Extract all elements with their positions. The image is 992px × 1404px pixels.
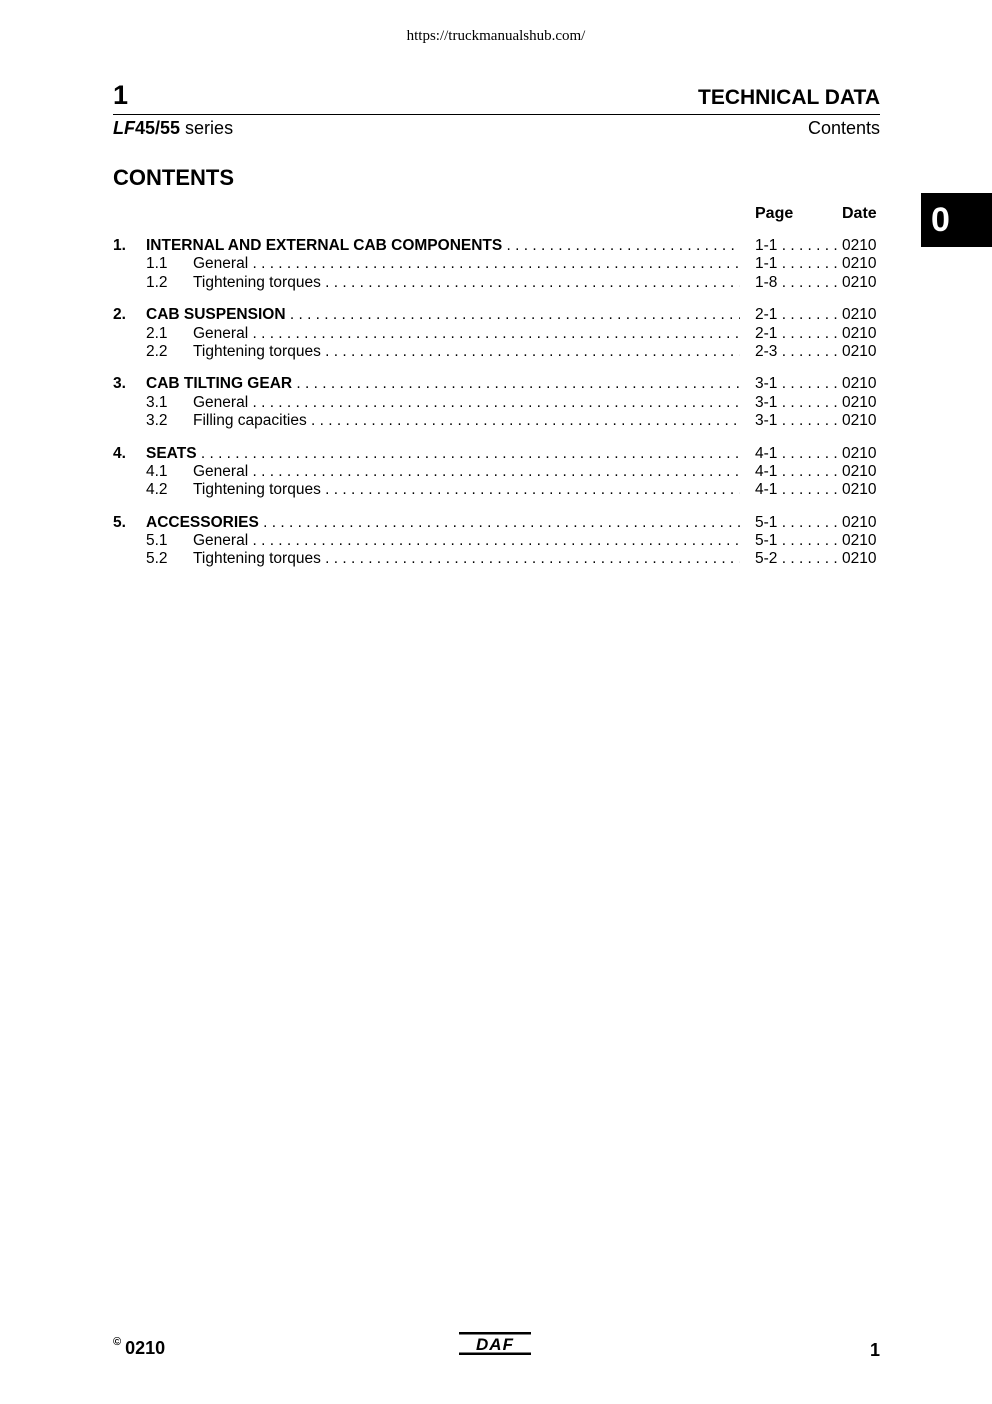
toc-entry-number: 4.2: [146, 481, 168, 499]
model-numbers: 45/55: [135, 118, 181, 138]
toc-entry-number: 1.1: [146, 255, 168, 273]
model-suffix: series: [180, 118, 234, 138]
toc-entry-page: 1-8 . . .: [755, 274, 842, 292]
toc-entry-page: 2-1 . . .: [755, 306, 842, 324]
footer-copyright: [113, 1338, 165, 1359]
toc-subsection-row[interactable]: [113, 325, 880, 343]
toc-entry-date: 0210: [842, 532, 877, 550]
toc-entry-date: 0210: [842, 412, 877, 430]
toc-entry-number: 3.2: [146, 412, 168, 430]
toc-subsection-row[interactable]: [113, 394, 880, 412]
toc-entry-page: 1-1 . . .: [755, 237, 842, 255]
toc-subsection-row[interactable]: [113, 463, 880, 481]
toc-entry-title: CAB SUSPENSION . . .: [146, 306, 740, 324]
svg-text:DAF: DAF: [476, 1335, 514, 1354]
toc-subsection-row[interactable]: [113, 550, 880, 568]
toc-chapter-row[interactable]: [113, 514, 880, 532]
toc-entry-number: 2.: [113, 306, 126, 324]
page-title: TECHNICAL DATA: [698, 86, 880, 109]
toc-entry-date: 0210: [842, 375, 877, 393]
section-name: Contents: [807, 118, 880, 138]
source-url: https://truckmanualshub.com/: [406, 28, 586, 44]
toc-entry-page: 2-1 . . .: [755, 325, 842, 343]
toc-subsection-row[interactable]: [113, 481, 880, 499]
toc-entry-title: General . . .: [193, 532, 740, 550]
copyright-symbol: ©: [113, 1336, 122, 1348]
toc-entry-page: 2-3 . . .: [755, 343, 842, 361]
toc-chapter-row[interactable]: [113, 375, 880, 393]
toc-subsection-row[interactable]: [113, 343, 880, 361]
toc-subsection-row[interactable]: [113, 274, 880, 292]
toc-entry-page: 4-1 . . .: [755, 463, 842, 481]
footer-code: 0210: [125, 1338, 166, 1358]
toc-entry-number: 2.1: [146, 324, 168, 342]
toc-entry-date: 0210: [842, 513, 877, 531]
daf-logo: [459, 1332, 531, 1356]
toc-entry-number: 4.: [113, 444, 126, 462]
toc-group: [113, 514, 880, 569]
toc-entry-date: 0210: [842, 306, 877, 324]
toc-entry-page: 5-1 . . .: [755, 514, 842, 532]
toc-entry-number: 1.: [113, 237, 126, 254]
toc-entry-page: 1-1 . . .: [755, 255, 842, 273]
toc-entry-page: 4-1 . . .: [755, 445, 842, 463]
toc-entry-title: General . . .: [193, 463, 740, 481]
toc-entry-date: 0210: [842, 273, 877, 291]
toc-entry-title: General . . .: [193, 255, 740, 273]
toc-entry-title: Tightening torques . . .: [193, 481, 740, 499]
toc-group: [113, 237, 880, 292]
toc-entry-title: ACCESSORIES . . .: [146, 514, 740, 532]
toc-entry-number: 3.1: [146, 393, 168, 411]
toc-group: [113, 375, 880, 430]
chapter-tab: 0: [921, 193, 992, 247]
toc-entry-date: 0210: [842, 393, 877, 411]
chapter-number: 1: [113, 80, 129, 110]
toc-entry-date: 0210: [842, 481, 877, 499]
toc-entry-title: Filling capacities . . .: [193, 412, 740, 430]
toc-subsection-row[interactable]: [113, 255, 880, 273]
model-series: [113, 118, 233, 139]
toc-entry-date: 0210: [842, 237, 877, 254]
toc-subsection-row[interactable]: [113, 532, 880, 550]
toc-entry-title: SEATS . . .: [146, 445, 740, 463]
toc-entry-date: 0210: [842, 342, 877, 360]
toc-entry-date: 0210: [842, 444, 877, 462]
toc-entry-title: Tightening torques . . .: [193, 274, 740, 292]
toc-entry-number: 4.1: [146, 462, 168, 480]
toc-entry-number: 5.2: [146, 550, 168, 568]
toc-entry-page: 4-1 . . .: [755, 481, 842, 499]
toc-entry-date: 0210: [842, 462, 877, 480]
contents-heading: CONTENTS: [113, 165, 234, 190]
toc-entry-date: 0210: [842, 324, 877, 342]
column-header-page: Page: [755, 205, 794, 222]
toc-entry-title: Tightening torques . . .: [193, 343, 740, 361]
toc-entry-date: 0210: [842, 550, 877, 568]
table-of-contents: [113, 237, 880, 583]
toc-entry-number: 3.: [113, 375, 126, 393]
model-label: [113, 118, 180, 138]
toc-subsection-row[interactable]: [113, 412, 880, 430]
toc-entry-date: 0210: [842, 255, 877, 273]
toc-group: [113, 445, 880, 500]
toc-entry-title: General . . .: [193, 325, 740, 343]
toc-group: [113, 306, 880, 361]
toc-entry-page: 5-1 . . .: [755, 532, 842, 550]
toc-entry-number: 5.1: [146, 532, 168, 550]
toc-entry-title: Tightening torques . . .: [193, 550, 740, 568]
toc-entry-title: General . . .: [193, 394, 740, 412]
column-header-date: Date: [842, 205, 877, 222]
toc-entry-page: 3-1 . . .: [755, 394, 842, 412]
page-number: 1: [869, 1340, 880, 1360]
header-divider: [113, 114, 880, 115]
toc-entry-page: 3-1 . . .: [755, 412, 842, 430]
toc-entry-page: 5-2 . . .: [755, 550, 842, 568]
toc-chapter-row[interactable]: [113, 445, 880, 463]
toc-entry-number: 1.2: [146, 273, 168, 291]
toc-entry-number: 2.2: [146, 342, 168, 360]
toc-chapter-row[interactable]: [113, 306, 880, 324]
toc-entry-number: 5.: [113, 513, 126, 531]
toc-entry-page: 3-1 . . .: [755, 375, 842, 393]
toc-chapter-row[interactable]: [113, 237, 880, 255]
model-prefix: LF: [113, 118, 135, 138]
toc-entry-title: INTERNAL AND EXTERNAL CAB COMPONENTS . . .: [146, 237, 740, 255]
toc-entry-title: CAB TILTING GEAR . . .: [146, 375, 740, 393]
